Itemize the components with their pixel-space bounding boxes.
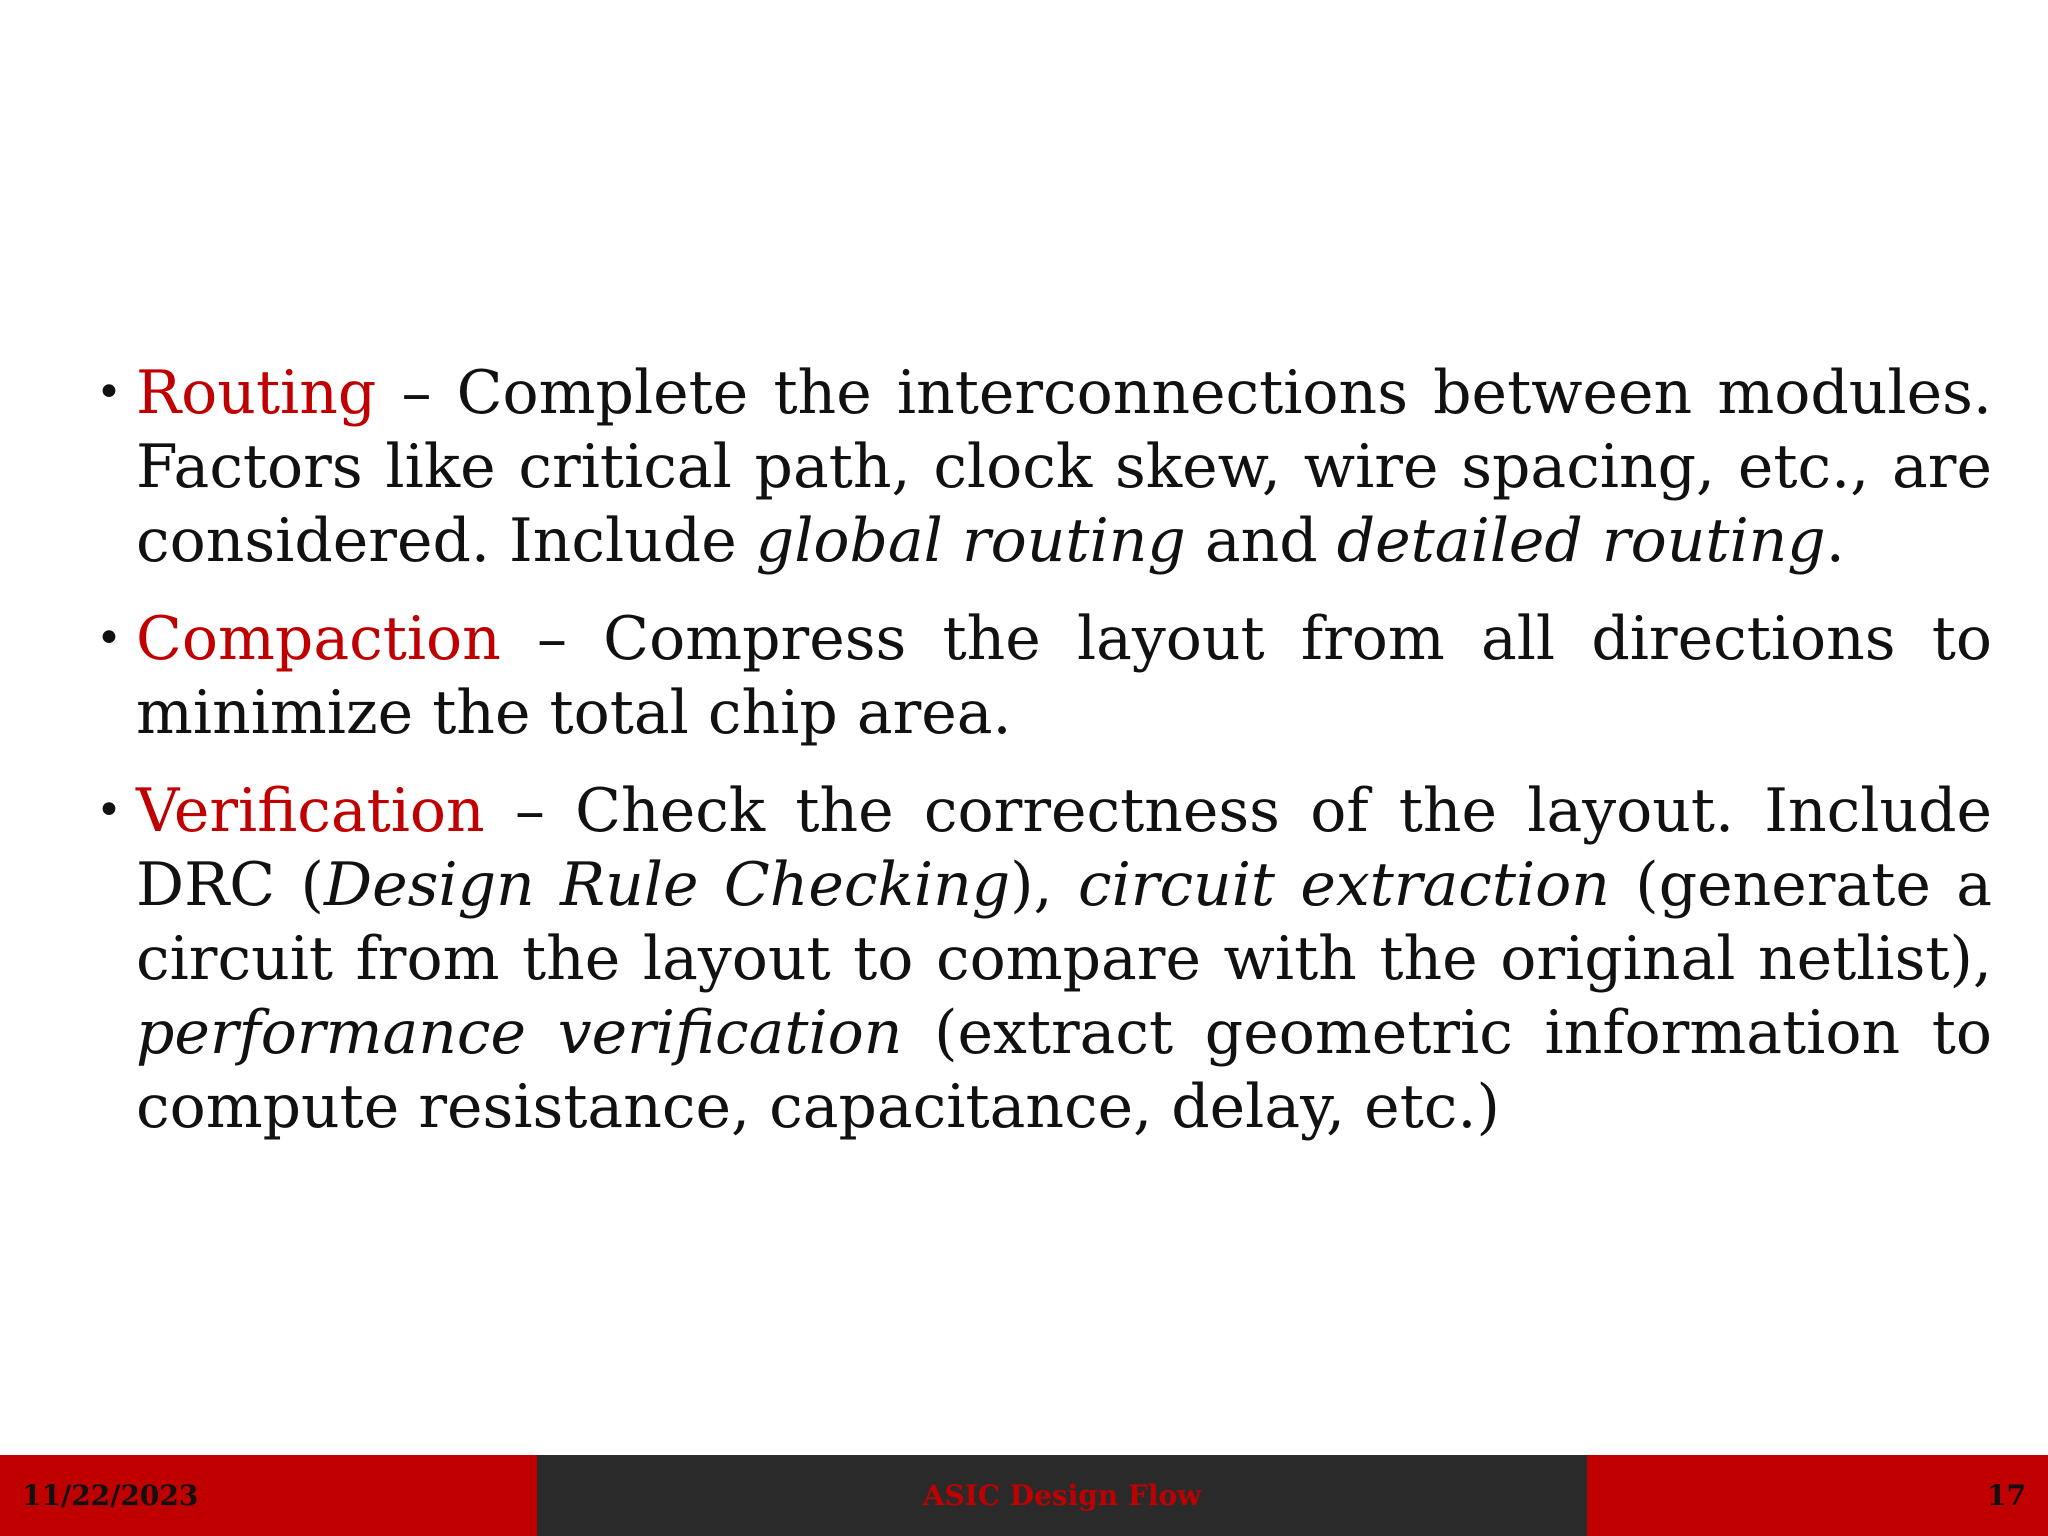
verification-emphasis-2: circuit extraction bbox=[1077, 850, 1610, 920]
routing-emphasis-2: detailed routing bbox=[1336, 506, 1826, 576]
slide-content bbox=[96, 356, 1992, 1168]
verification-emphasis-1: Design Rule Checking bbox=[323, 850, 1011, 920]
bullet-dot-icon: • bbox=[96, 785, 122, 836]
routing-text-3: . bbox=[1825, 506, 1845, 576]
verification-text-3: (generate a circuit from the layout to compare with the original netlist), bbox=[136, 850, 1992, 994]
verification-text-4: (extract geometric information to compute resistance, capacitance, delay, etc.) bbox=[136, 998, 1992, 1142]
term-routing: Routing bbox=[136, 358, 377, 428]
bullet-text bbox=[136, 356, 1992, 578]
term-compaction: Compaction bbox=[136, 604, 501, 674]
verification-emphasis-3: performance verification bbox=[136, 998, 903, 1068]
routing-text-2: and bbox=[1185, 506, 1337, 576]
verification-text-2: ), bbox=[1010, 850, 1078, 920]
footer-date: 11/22/2023 bbox=[0, 1455, 537, 1536]
bullet-dot-icon: • bbox=[96, 367, 122, 418]
compaction-text-1: – Compress the layout from all directions to minimize the total chip area. bbox=[136, 604, 1992, 748]
bullet-dot-icon: • bbox=[96, 613, 122, 664]
footer-page-number: 17 bbox=[1587, 1455, 2048, 1536]
bullet-compaction bbox=[96, 602, 1992, 750]
term-verification: Verification bbox=[136, 776, 485, 846]
footer-title: ASIC Design Flow bbox=[537, 1455, 1587, 1536]
routing-text-1: – Complete the interconnections between modules. Factors like critical path, clock skew, wire spacing, etc., are considered. Include bbox=[136, 358, 1992, 576]
bullet-text bbox=[136, 602, 1992, 750]
slide-footer bbox=[0, 1455, 2048, 1536]
bullet-routing bbox=[96, 356, 1992, 578]
bullet-verification bbox=[96, 774, 1992, 1144]
bullet-text bbox=[136, 774, 1992, 1144]
verification-text-1: – Check the correctness of the layout. Include DRC ( bbox=[136, 776, 1992, 920]
routing-emphasis-1: global routing bbox=[755, 506, 1186, 576]
